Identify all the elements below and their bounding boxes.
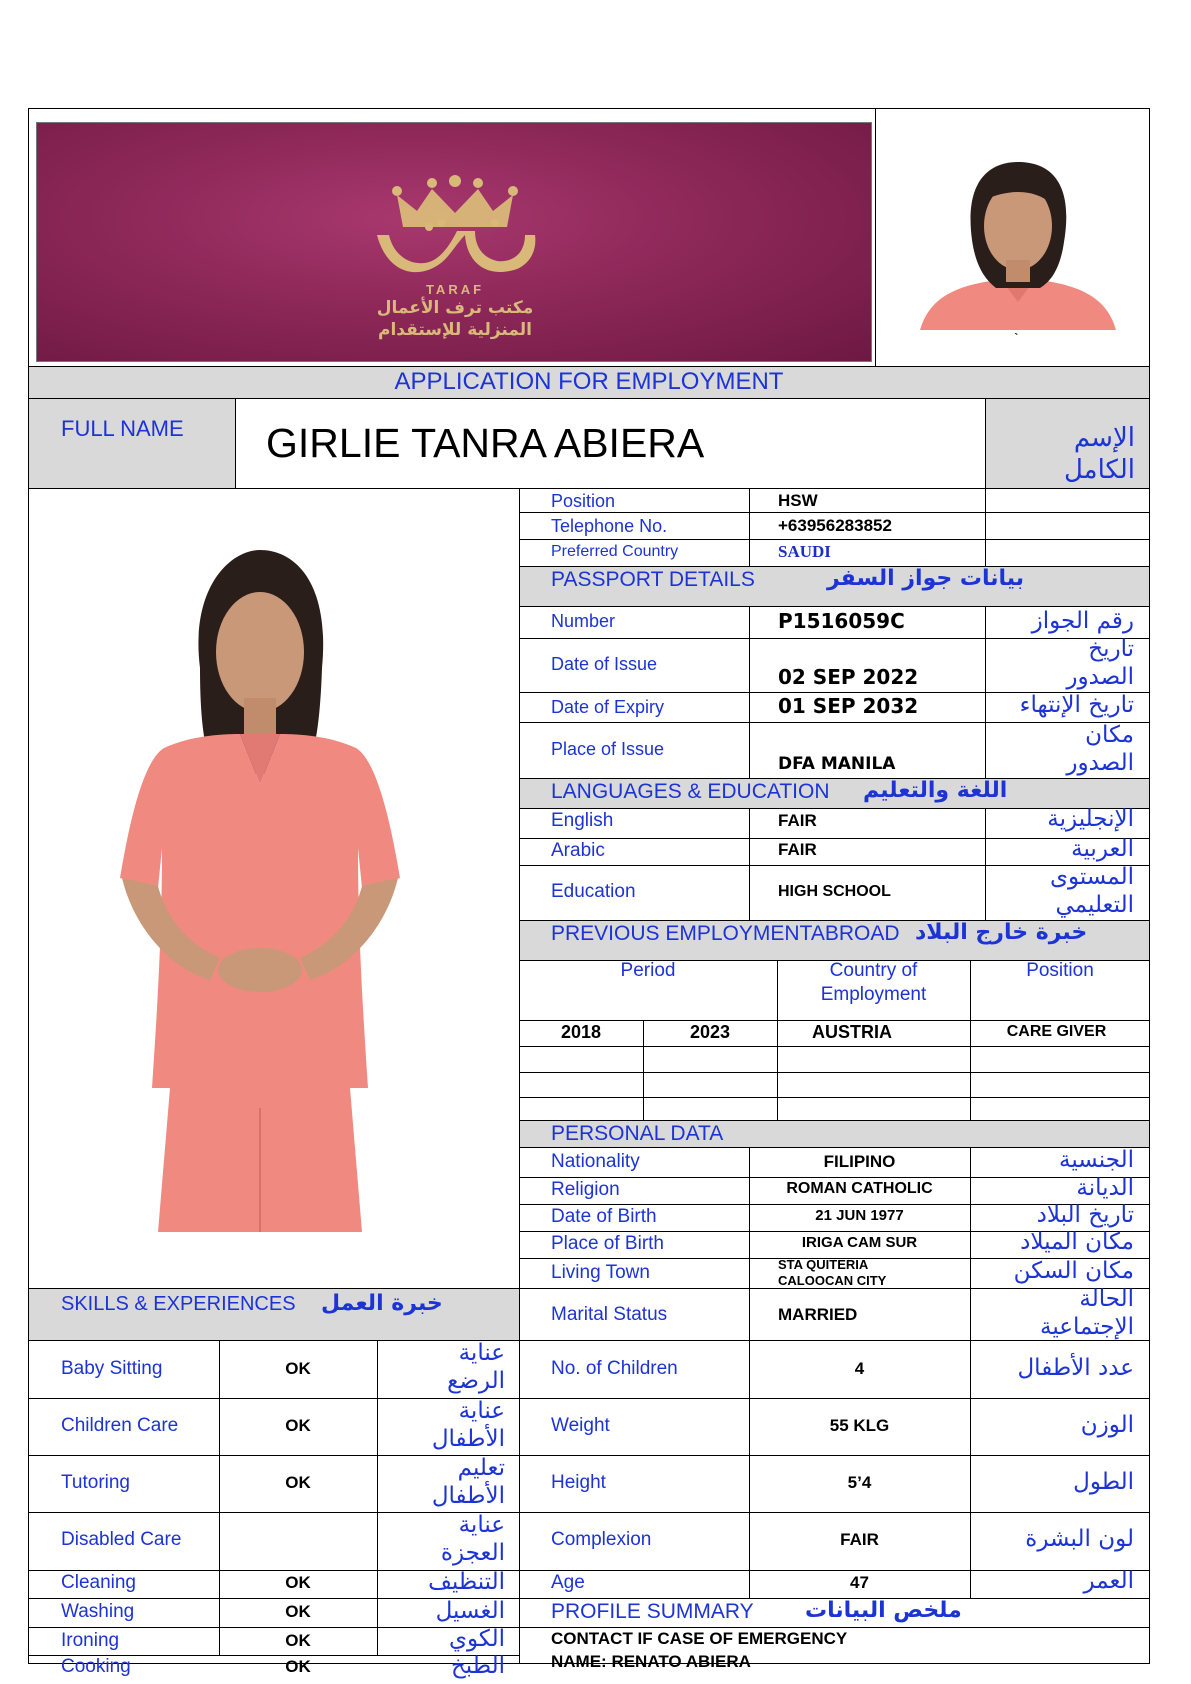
position-label: Position (551, 491, 616, 511)
full-name-ar-line2: الكامل (1063, 455, 1135, 485)
place-of-issue-ar-line2: الصدور (1066, 750, 1134, 776)
marital-status-label: Marital Status (551, 1304, 668, 1325)
nationality-ar: الجنسية (1059, 1147, 1134, 1173)
skill-washing-label: Washing (61, 1601, 135, 1622)
employment-row-from: 2018 (560, 1022, 602, 1042)
skill-disabled-care-ar1: عناية (458, 1512, 505, 1538)
children-label: No. of Children (551, 1358, 678, 1379)
place-of-issue-value: DFA MANILA (778, 754, 896, 774)
weight-ar: الوزن (1080, 1412, 1134, 1438)
marital-status-value: MARRIED (778, 1305, 858, 1324)
dob-label: Date of Birth (551, 1206, 657, 1227)
employment-row-position: CARE GIVER (1006, 1023, 1107, 1040)
col-period: Period (620, 960, 676, 981)
issue-date-label: Date of Issue (551, 654, 658, 674)
skill-washing-ar1: الغسيل (435, 1598, 505, 1624)
skills-heading-ar: خبرة العمل (321, 1291, 443, 1316)
languages-heading-ar: اللغة والتعليم (863, 778, 1008, 803)
brand-arabic-line1: مكتب ترف الأعمال (376, 298, 534, 318)
preferred-country-label: Preferred Country (551, 543, 679, 560)
passport-heading: PASSPORT DETAILS (551, 568, 755, 591)
living-town-value-line2: CALOOCAN CITY (778, 1273, 887, 1288)
age-value: 47 (850, 1573, 869, 1592)
skill-tutoring-label: Tutoring (61, 1472, 130, 1493)
expiry-date-value: 01 SEP 2032 (778, 694, 919, 718)
dob-ar: تاريخ البلاد (1036, 1202, 1134, 1228)
applicant-photo-full (100, 548, 420, 1232)
living-town-value-line1: STA QUITERIA (778, 1257, 869, 1272)
profile-heading: PROFILE SUMMARY (551, 1600, 754, 1623)
weight-label: Weight (551, 1415, 610, 1436)
telephone-label: Telephone No. (551, 516, 668, 536)
issue-date-ar-line2: الصدور (1066, 664, 1134, 690)
full-name-label: FULL NAME (61, 416, 184, 441)
skill-disabled-care-label: Disabled Care (61, 1529, 182, 1550)
col-country-line2: Employment (820, 984, 927, 1005)
pob-value: IRIGA CAM SUR (801, 1234, 918, 1251)
skill-tutoring-value: OK (285, 1473, 311, 1492)
arabic-label: Arabic (551, 840, 605, 861)
photo-caption: ` (1014, 330, 1019, 346)
preferred-country-value: SAUDI (778, 542, 831, 561)
dob-value: 21 JUN 1977 (815, 1207, 904, 1224)
skill-baby-sitting-ar2: الرضع (447, 1368, 505, 1394)
english-value: FAIR (778, 811, 817, 830)
nationality-value: FILIPINO (823, 1152, 896, 1171)
passport-number-label: Number (551, 611, 616, 631)
applicant-photo-small (920, 160, 1116, 330)
education-ar-line2: التعليمي (1055, 892, 1134, 918)
telephone-value: +63956283852 (778, 516, 892, 535)
expiry-date-label: Date of Expiry (551, 697, 665, 717)
skills-heading: SKILLS & EXPERIENCES (61, 1293, 296, 1315)
agency-banner (36, 122, 872, 362)
personal-heading: PERSONAL DATA (551, 1122, 724, 1145)
skill-cooking-value: OK (285, 1657, 311, 1676)
brand-arabic-line2: المنزلية للإستقدام (378, 320, 532, 340)
age-ar: العمر (1083, 1568, 1134, 1594)
full-name-value: GIRLIE TANRA ABIERA (266, 420, 705, 466)
skill-tutoring-ar1: تعليم (457, 1455, 505, 1481)
profile-line1: CONTACT IF CASE OF EMERGENCY (551, 1629, 848, 1648)
brand-latin: TARAF (425, 282, 485, 297)
complexion-label: Complexion (551, 1529, 652, 1550)
employment-heading-ar: خبرة خارج البلاد (915, 920, 1088, 945)
passport-heading-ar: بيانات جواز السفر (827, 566, 1025, 591)
position-value: HSW (778, 491, 818, 510)
passport-number-ar: رقم الجواز (1031, 608, 1134, 634)
skill-ironing-ar1: الكوي (449, 1626, 505, 1652)
pob-ar: مكان الميلاد (1020, 1229, 1134, 1255)
skill-cooking-ar1: الطبخ (450, 1653, 505, 1679)
education-ar-line1: المستوى (1049, 864, 1134, 890)
living-town-ar: مكان السكن (1013, 1258, 1134, 1284)
arabic-ar: العربية (1071, 836, 1134, 862)
skill-children-care-ar1: عناية (458, 1398, 505, 1424)
pob-label: Place of Birth (551, 1233, 664, 1254)
nationality-label: Nationality (551, 1151, 640, 1172)
col-country-line1: Country of (829, 960, 918, 981)
age-label: Age (551, 1572, 585, 1593)
skill-children-care-value: OK (285, 1416, 311, 1435)
children-ar: عدد الأطفال (1017, 1355, 1134, 1381)
full-name-ar-line1: الإسم (1073, 423, 1135, 453)
religion-value: ROMAN CATHOLIC (786, 1180, 933, 1197)
weight-value: 55 KLG (829, 1416, 890, 1435)
skill-cleaning-ar1: التنظيف (428, 1569, 505, 1595)
skill-ironing-value: OK (285, 1631, 311, 1650)
employment-heading: PREVIOUS EMPLOYMENTABROAD (551, 922, 900, 945)
skill-cooking-label: Cooking (61, 1656, 131, 1677)
employment-row-to: 2023 (689, 1022, 731, 1042)
skill-baby-sitting-ar1: عناية (458, 1340, 505, 1366)
full-name-label-cell (29, 398, 235, 488)
expiry-date-ar: تاريخ الإنتهاء (1019, 692, 1134, 718)
skill-baby-sitting-value: OK (285, 1359, 311, 1378)
children-value: 4 (854, 1359, 865, 1378)
height-label: Height (551, 1472, 606, 1493)
skill-cleaning-label: Cleaning (61, 1572, 136, 1593)
marital-status-ar-line2: الإجتماعية (1040, 1314, 1134, 1340)
english-label: English (551, 810, 614, 831)
issue-date-ar-line1: تاريخ (1088, 636, 1134, 662)
religion-label: Religion (551, 1179, 620, 1200)
profile-heading-ar: ملخص البيانات (805, 1598, 962, 1623)
complexion-ar: لون البشرة (1025, 1526, 1134, 1552)
height-value: 5’4 (847, 1473, 872, 1492)
profile-line2: NAME: RENATO ABIERA (551, 1652, 751, 1671)
skill-ironing-label: Ironing (61, 1630, 120, 1651)
living-town-label: Living Town (551, 1262, 650, 1283)
issue-date-value: 02 SEP 2022 (778, 665, 919, 689)
skill-children-care-label: Children Care (61, 1415, 179, 1436)
skill-children-care-ar2: الأطفال (431, 1426, 505, 1452)
skill-baby-sitting-label: Baby Sitting (61, 1358, 163, 1379)
passport-number-value: P1516059C (778, 609, 905, 633)
skill-washing-value: OK (285, 1602, 311, 1621)
marital-status-ar-line1: الحالة (1079, 1286, 1134, 1312)
arabic-value: FAIR (778, 840, 817, 859)
employment-row-country: AUSTRIA (812, 1022, 892, 1042)
education-value: HIGH SCHOOL (778, 883, 891, 900)
skill-tutoring-ar2: الأطفال (431, 1483, 505, 1509)
form-title: APPLICATION FOR EMPLOYMENT (394, 368, 784, 395)
religion-ar: الديانة (1076, 1175, 1134, 1201)
place-of-issue-ar-line1: مكان (1085, 722, 1134, 748)
col-position: Position (1026, 960, 1094, 981)
height-ar: الطول (1073, 1469, 1134, 1495)
place-of-issue-label: Place of Issue (551, 739, 665, 759)
complexion-value: FAIR (840, 1530, 879, 1549)
education-label: Education (551, 881, 636, 902)
languages-heading: LANGUAGES & EDUCATION (551, 780, 830, 803)
english-ar: الإنجليزية (1047, 806, 1134, 832)
skill-disabled-care-ar2: العجزة (440, 1540, 505, 1566)
skill-cleaning-value: OK (285, 1573, 311, 1592)
